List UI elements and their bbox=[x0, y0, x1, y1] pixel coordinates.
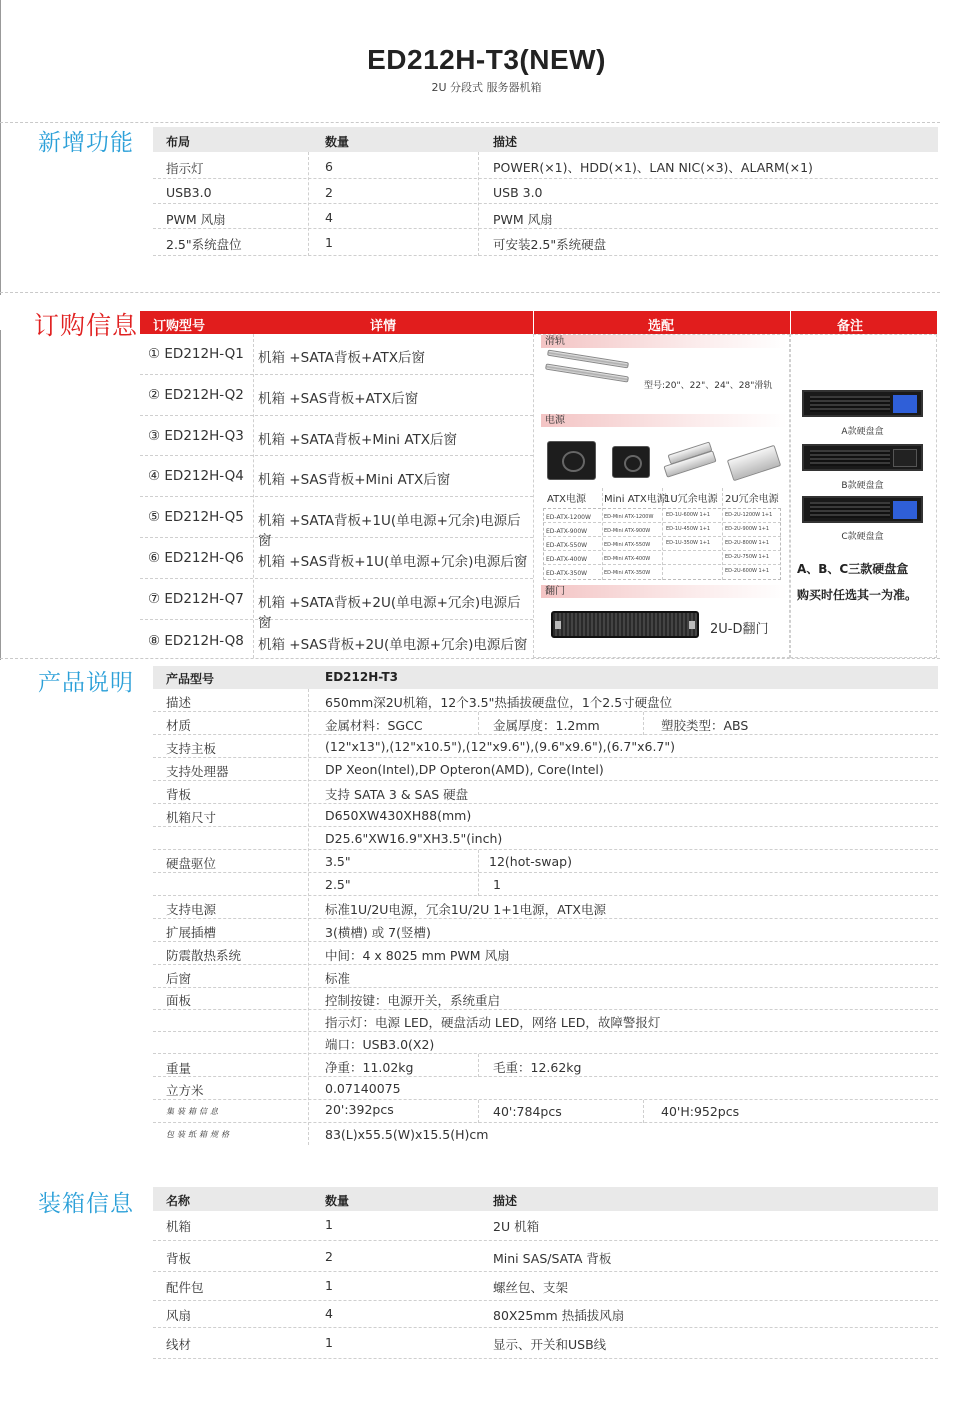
cell-text: ED-Mini ATX-400W bbox=[604, 556, 651, 562]
product-header bbox=[153, 666, 938, 689]
cell-text: Mini SAS/SATA 背板 bbox=[493, 1251, 612, 1266]
cell-text: 2U 机箱 bbox=[493, 1219, 540, 1234]
column-divider bbox=[308, 689, 309, 1145]
cell-text: 标准 bbox=[325, 971, 351, 986]
table-row bbox=[153, 689, 938, 712]
table-row bbox=[153, 1328, 938, 1359]
cell-text: ATX电源 bbox=[547, 494, 587, 505]
cell-text: 机箱 +SAS背板+2U(单电源+冗余)电源后窗 bbox=[258, 637, 528, 653]
cell-text: ① ED212H-Q1 bbox=[148, 346, 244, 362]
table-row bbox=[153, 204, 938, 229]
cell-text: 毛重：12.62kg bbox=[493, 1060, 582, 1075]
table-row bbox=[153, 179, 938, 204]
table-row bbox=[153, 1123, 938, 1146]
cell-text: ED-2U-900W 1+1 bbox=[725, 526, 770, 532]
cell-text: 3.5" bbox=[325, 854, 351, 869]
column-divider bbox=[643, 712, 644, 735]
column-divider bbox=[478, 1100, 479, 1123]
divider bbox=[0, 658, 940, 659]
column-divider bbox=[478, 850, 479, 896]
cell-text: ED-ATX-550W bbox=[546, 542, 588, 549]
table-row bbox=[153, 152, 938, 179]
order-row bbox=[140, 497, 533, 549]
cell-text: 端口：USB3.0(X2) bbox=[325, 1037, 435, 1052]
order-row bbox=[140, 456, 533, 497]
cell-text: 名称 bbox=[166, 1194, 191, 1208]
cell-text: 0.07140075 bbox=[325, 1081, 401, 1096]
cell-text: DP Xeon(Intel),DP Opteron(AMD), Core(Intel) bbox=[325, 762, 604, 777]
door-label: 翻门 bbox=[541, 585, 787, 598]
tray-b-image bbox=[802, 444, 923, 471]
page-subtitle: 2U 分段式 服务器机箱 bbox=[431, 81, 542, 94]
table-row bbox=[153, 1211, 938, 1241]
cell-text: 可安装2.5"系统硬盘 bbox=[493, 237, 607, 252]
cell-text: ED-2U-750W 1+1 bbox=[725, 554, 770, 560]
cell-text: USB3.0 bbox=[166, 185, 212, 200]
divider bbox=[0, 122, 940, 123]
order-row bbox=[140, 579, 533, 631]
packing-table bbox=[153, 1187, 938, 1359]
door-image bbox=[551, 611, 699, 638]
table-row bbox=[153, 712, 938, 735]
cell-text: 立方米 bbox=[166, 1083, 204, 1098]
cell-text: 塑胶类型：ABS bbox=[661, 718, 749, 733]
tray-c-image bbox=[802, 496, 923, 523]
tray-a-label: A款硬盘盒 bbox=[841, 427, 884, 437]
cell-text: D650XW430XH88(mm) bbox=[325, 808, 472, 823]
cell-text: 净重：11.02kg bbox=[325, 1060, 414, 1075]
note-line-2: 购买时任选其一为准。 bbox=[797, 588, 918, 602]
cell-text: 650mm深2U机箱，12个3.5"热插拔硬盘位，1个2.5寸硬盘位 bbox=[325, 695, 673, 710]
cell-text: ED-ATX-1200W bbox=[546, 514, 591, 521]
cell-text: 4 bbox=[325, 210, 333, 225]
cell-text: 显示、开关和USB线 bbox=[493, 1337, 607, 1352]
cell-text: 材质 bbox=[166, 718, 192, 733]
cell-text: 支持电源 bbox=[166, 902, 217, 917]
cell-text: ED-2U-600W 1+1 bbox=[725, 568, 770, 574]
table-row bbox=[153, 735, 938, 758]
rail-text: 型号:20"、22"、24"、28"滑轨 bbox=[644, 381, 773, 391]
left-border-2 bbox=[0, 330, 1, 660]
features-table bbox=[153, 127, 938, 256]
cell-text: 数量 bbox=[325, 1194, 350, 1208]
cell-text: ② ED212H-Q2 bbox=[148, 387, 244, 403]
cell-text: PWM 风扇 bbox=[493, 212, 553, 227]
table-row bbox=[153, 873, 938, 896]
cell-text: POWER(×1)、HDD(×1)、LAN NIC(×3)、ALARM(×1) bbox=[493, 160, 813, 175]
cell-text: 80X25mm 热插拔风扇 bbox=[493, 1308, 625, 1323]
cell-text: 金属材料：SGCC bbox=[325, 718, 423, 733]
cell-text: 40':784pcs bbox=[493, 1104, 562, 1119]
table-row bbox=[153, 1054, 938, 1077]
mini-atx-psu-image bbox=[612, 446, 650, 478]
page-title: ED212H-T3(NEW) bbox=[367, 44, 606, 75]
order-row bbox=[140, 620, 533, 658]
table-row bbox=[153, 1010, 938, 1032]
table-row bbox=[153, 896, 938, 919]
cell-text: 机箱 +SAS背板+ATX后窗 bbox=[258, 391, 419, 407]
packing-header bbox=[153, 1187, 938, 1211]
cell-text: 4 bbox=[325, 1306, 333, 1321]
cell-text: ⑦ ED212H-Q7 bbox=[148, 591, 244, 607]
cell-text: (12"x13"),(12"x10.5"),(12"x9.6"),(9.6"x9.6"),(6.7"x6.7") bbox=[325, 739, 675, 754]
cell-text: 描述 bbox=[493, 1194, 518, 1208]
cell-text: 2.5"系统盘位 bbox=[166, 237, 242, 252]
column-divider bbox=[643, 1100, 644, 1123]
cell-text: 背板 bbox=[166, 787, 192, 802]
order-row bbox=[140, 538, 533, 579]
psu-label: 电源 bbox=[541, 414, 787, 427]
cell-text: 机箱 +SATA背板+2U(单电源+冗余)电源后窗 bbox=[258, 595, 521, 631]
cell-text: 12(hot-swap) bbox=[489, 854, 572, 869]
cell-text: 机箱 +SAS背板+Mini ATX后窗 bbox=[258, 472, 451, 488]
cell-text: 1 bbox=[325, 235, 333, 250]
table-row bbox=[153, 229, 938, 256]
section-title-packing: 装箱信息 bbox=[38, 1191, 134, 1217]
cell-text: PWM 风扇 bbox=[166, 212, 226, 227]
col-desc: 描述 bbox=[493, 135, 518, 149]
table-row bbox=[153, 919, 938, 942]
cell-text: D25.6"XW16.9"XH3.5"(inch) bbox=[325, 831, 503, 846]
cell-text: ED-1U-450W 1+1 bbox=[666, 526, 711, 532]
col-layout: 布局 bbox=[166, 135, 191, 149]
col-detail: 详情 bbox=[370, 319, 397, 334]
table-row bbox=[153, 804, 938, 827]
order-row bbox=[140, 375, 533, 416]
cell-text: 1U冗余电源 bbox=[664, 494, 718, 505]
cell-text: 机箱 +SATA背板+1U(单电源+冗余)电源后窗 bbox=[258, 513, 521, 549]
order-row bbox=[140, 416, 533, 456]
cell-text: 机箱尺寸 bbox=[166, 810, 217, 825]
cell-text: 支持处理器 bbox=[166, 764, 229, 779]
cell-text: 支持主板 bbox=[166, 741, 217, 756]
divider bbox=[253, 334, 254, 658]
atx-psu-image bbox=[547, 441, 596, 480]
cell-text: 2U冗余电源 bbox=[725, 494, 779, 505]
cell-text: 风扇 bbox=[166, 1308, 192, 1323]
column-divider bbox=[478, 712, 479, 735]
column-divider bbox=[478, 152, 479, 256]
col-notes: 备注 bbox=[837, 319, 864, 334]
column-divider bbox=[308, 152, 309, 256]
cell-text: 支持 SATA 3 & SAS 硬盘 bbox=[325, 787, 469, 802]
table-row bbox=[153, 781, 938, 804]
cell-text: 机箱 +SAS背板+1U(单电源+冗余)电源后窗 bbox=[258, 554, 528, 570]
cell-text: 机箱 +SATA背板+Mini ATX后窗 bbox=[258, 432, 458, 448]
table-row bbox=[153, 1301, 938, 1328]
cell-text: 40'H:952pcs bbox=[661, 1104, 740, 1119]
table-row bbox=[153, 850, 938, 873]
cell-text: ⑧ ED212H-Q8 bbox=[148, 633, 244, 649]
cell-text: ED-Mini ATX-900W bbox=[604, 528, 651, 534]
cell-text: 螺丝包、支架 bbox=[493, 1280, 569, 1295]
cell-text: ED-ATX-400W bbox=[546, 556, 588, 563]
cell-text: 配件包 bbox=[166, 1280, 204, 1295]
cell-text: ⑤ ED212H-Q5 bbox=[148, 509, 244, 525]
cell-text: ED-Mini ATX-550W bbox=[604, 542, 651, 548]
product-body bbox=[153, 689, 938, 1146]
table-row bbox=[153, 1241, 938, 1272]
cell-text: 指示灯：电源 LED，硬盘活动 LED，网络 LED，故障警报灯 bbox=[325, 1015, 661, 1030]
cell-text: 3(横槽) 或 7(竖槽) bbox=[325, 925, 431, 940]
cell-text: 硬盘驱位 bbox=[166, 856, 217, 871]
cell-text: 1 bbox=[493, 877, 501, 892]
table-row bbox=[153, 965, 938, 988]
tray-a-image bbox=[802, 390, 923, 417]
order-header bbox=[140, 311, 937, 334]
table-row bbox=[153, 758, 938, 781]
cell-text: 描述 bbox=[166, 695, 192, 710]
table-row bbox=[153, 1077, 938, 1100]
cell-text: ED-2U-800W 1+1 bbox=[725, 540, 770, 546]
tray-c-label: C款硬盘盒 bbox=[841, 532, 884, 542]
cell-text: 产品型号 bbox=[166, 672, 215, 686]
section-title-product: 产品说明 bbox=[38, 670, 134, 696]
cell-text: ED-1U-350W 1+1 bbox=[666, 540, 711, 546]
cell-text: USB 3.0 bbox=[493, 185, 543, 200]
cell-text: 中间：4 x 8025 mm PWM 风扇 bbox=[325, 948, 510, 963]
cell-text: 6 bbox=[325, 159, 333, 174]
table-row bbox=[153, 1032, 938, 1054]
col-model: 订购型号 bbox=[153, 319, 206, 334]
cell-text: 重量 bbox=[166, 1061, 192, 1076]
table-row bbox=[153, 1100, 938, 1123]
cell-text: ⑥ ED212H-Q6 bbox=[148, 550, 244, 566]
table-row bbox=[153, 942, 938, 965]
cell-text: ED-ATX-350W bbox=[546, 570, 588, 577]
order-row bbox=[140, 334, 533, 375]
section-title-order: 订购信息 bbox=[34, 311, 139, 340]
table-row bbox=[153, 988, 938, 1010]
cell-text: 83(L)x55.5(W)x15.5(H)cm bbox=[325, 1127, 489, 1142]
rail-label: 滑轨 bbox=[541, 335, 787, 348]
cell-text: 金属厚度：1.2mm bbox=[493, 718, 600, 733]
cell-text: 面板 bbox=[166, 993, 192, 1008]
cell-text: ④ ED212H-Q4 bbox=[148, 468, 244, 484]
cell-text: 集装箱信息 bbox=[166, 1107, 221, 1116]
col-qty: 数量 bbox=[325, 135, 350, 149]
cell-text: 1 bbox=[325, 1335, 333, 1350]
table-row bbox=[153, 827, 938, 850]
cell-text: 1 bbox=[325, 1278, 333, 1293]
tray-b-label: B款硬盘盒 bbox=[841, 481, 884, 491]
cell-text: 扩展插槽 bbox=[166, 925, 217, 940]
cell-text: 线材 bbox=[166, 1337, 192, 1352]
cell-text: 1 bbox=[325, 1217, 333, 1232]
cell-text: 2.5" bbox=[325, 877, 351, 892]
features-header bbox=[153, 127, 938, 152]
cell-text: ED-Mini ATX-350W bbox=[604, 570, 651, 576]
door-text: 2U-D翻门 bbox=[710, 622, 769, 637]
cell-text: 后窗 bbox=[166, 971, 192, 986]
cell-text: 指示灯 bbox=[166, 161, 204, 176]
col-options: 选配 bbox=[648, 319, 675, 334]
cell-text: ED212H-T3 bbox=[325, 670, 399, 684]
cell-text: 防震散热系统 bbox=[166, 948, 242, 963]
cell-text: 2 bbox=[325, 1249, 333, 1264]
cell-text: 2 bbox=[325, 185, 333, 200]
cell-text: 机箱 bbox=[166, 1219, 192, 1234]
divider bbox=[0, 292, 940, 293]
cell-text: ③ ED212H-Q3 bbox=[148, 428, 244, 444]
section-title-features: 新增功能 bbox=[38, 130, 134, 156]
cell-text: ED-2U-1200W 1+1 bbox=[725, 512, 773, 518]
cell-text: ED-Mini ATX-1200W bbox=[604, 514, 654, 520]
table-row bbox=[153, 1272, 938, 1301]
cell-text: 控制按键：电源开关，系统重启 bbox=[325, 993, 501, 1008]
cell-text: 机箱 +SATA背板+ATX后窗 bbox=[258, 350, 426, 366]
product-table bbox=[153, 666, 938, 689]
cell-text: 20':392pcs bbox=[325, 1102, 394, 1117]
cell-text: 包装纸箱规格 bbox=[166, 1130, 232, 1139]
column-divider bbox=[478, 1054, 479, 1077]
cell-text: 标准1U/2U电源，冗余1U/2U 1+1电源，ATX电源 bbox=[325, 902, 606, 917]
cell-text: ED-ATX-900W bbox=[546, 528, 588, 535]
cell-text: Mini ATX电源 bbox=[604, 494, 667, 505]
cell-text: 背板 bbox=[166, 1251, 192, 1266]
cell-text: ED-1U-600W 1+1 bbox=[666, 512, 711, 518]
note-line-1: A、B、C三款硬盘盒 bbox=[797, 562, 909, 576]
